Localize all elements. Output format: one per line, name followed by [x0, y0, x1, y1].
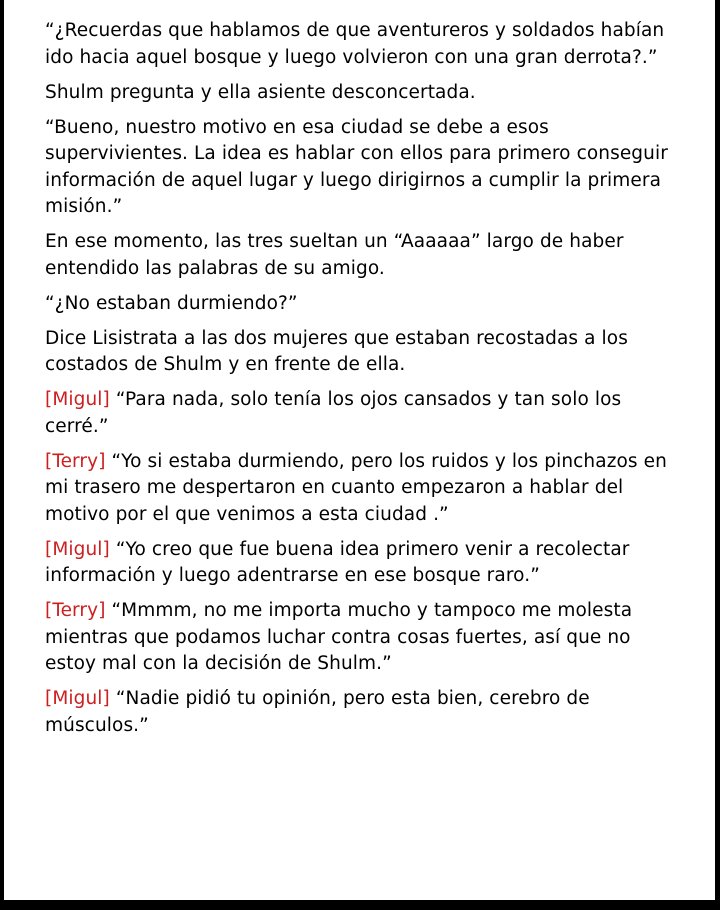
dialogue-line-3 [45, 537, 685, 590]
dialogue-line-5 [45, 686, 685, 739]
paragraph-text: “¿No estaban durmiendo?” [45, 292, 298, 314]
paragraph-text: “¿Recuerdas que hablamos de que aventureros y soldados habían ido hacia aquel bosque y luego volvieron con una gran derrota?.” [45, 20, 665, 68]
paragraph-text: En ese momento, las tres sueltan un “Aaaaaa” largo de haber entendido las palabras de su amigo. [45, 231, 624, 279]
paragraph-text: Shulm pregunta y ella asiente desconcertada. [45, 81, 476, 103]
speaker-tag: [Terry] [45, 600, 106, 621]
paragraph-5 [45, 291, 685, 318]
paragraph-6 [45, 326, 685, 379]
paragraph-1 [45, 18, 685, 71]
dialogue-line-2 [45, 449, 685, 529]
dialogue-text: “Para nada, solo tenía los ojos cansados y tan solo los cerré.” [45, 389, 622, 437]
speaker-tag: [Terry] [45, 450, 106, 472]
speaker-tag: [Migul] [45, 389, 110, 410]
dialogue-text: “Mmmm, no me importa mucho y tampoco me molesta mientras que podamos luchar contra cosas fuertes, así que no estoy mal con la decisión de Shulm.” [45, 600, 633, 674]
paragraph-text: “Bueno, nuestro motivo en esa ciudad se debe a esos supervivientes. La idea es hablar con ellos para primero conseguir información de aquel lugar y luego dirigirnos a cumplir la primera misión.” [45, 116, 668, 217]
paragraph-text: Dice Lisistrata a las dos mujeres que estaban recostadas a los costados de Shulm y en frente de ella. [45, 327, 628, 375]
speaker-tag: [Migul] [45, 538, 110, 560]
speaker-tag: [Migul] [45, 688, 110, 709]
dialogue-text: “Nadie pidió tu opinión, pero esta bien, cerebro de músculos.” [45, 688, 590, 736]
dialogue-line-1 [45, 387, 685, 440]
document-page [4, 0, 715, 900]
paragraph-3 [45, 115, 685, 221]
dialogue-text: “Yo si estaba durmiendo, pero los ruidos y los pinchazos en mi trasero me despertaron en cuanto empezaron a hablar del motivo por el que venimos a esta ciudad .” [45, 450, 667, 525]
paragraph-2 [45, 80, 685, 107]
dialogue-line-4 [45, 598, 685, 678]
dialogue-text: “Yo creo que fue buena idea primero venir a recolectar información y luego adentrarse en ese bosque raro.” [45, 538, 630, 586]
paragraph-4 [45, 229, 685, 282]
